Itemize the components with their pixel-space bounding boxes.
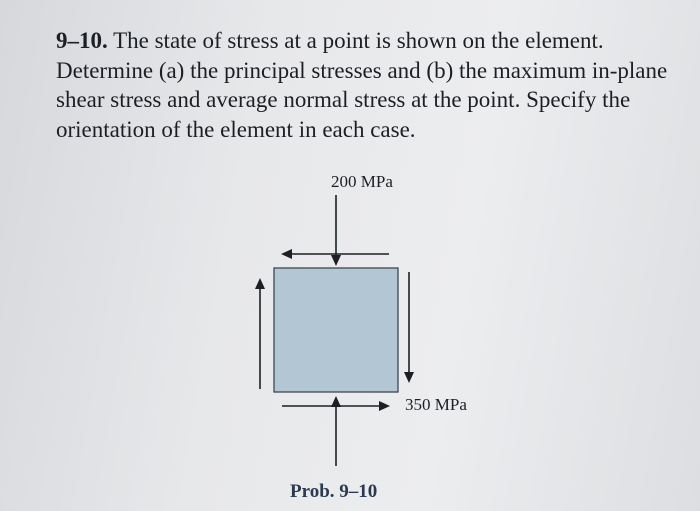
- right-shear-arrowhead: [404, 372, 414, 383]
- bottom-shear-arrowhead: [379, 401, 390, 411]
- normal-stress-label: 200 MPa: [331, 172, 393, 191]
- left-shear-arrowhead: [255, 278, 265, 289]
- figure-caption: Prob. 9–10: [290, 481, 378, 502]
- problem-number: 9–10.: [56, 28, 108, 53]
- top-shear-arrowhead: [281, 249, 292, 259]
- stress-element-square: [274, 268, 398, 392]
- shear-stress-label: 350 MPa: [405, 395, 467, 414]
- top-normal-stress-arrowhead: [331, 255, 341, 266]
- problem-body-text: The state of stress at a point is shown on the element. Determine (a) the principal stresses and (b) the maximum in-plane shear stress and average normal stress at the point. Specify the orientation of the element in each case.: [56, 28, 668, 142]
